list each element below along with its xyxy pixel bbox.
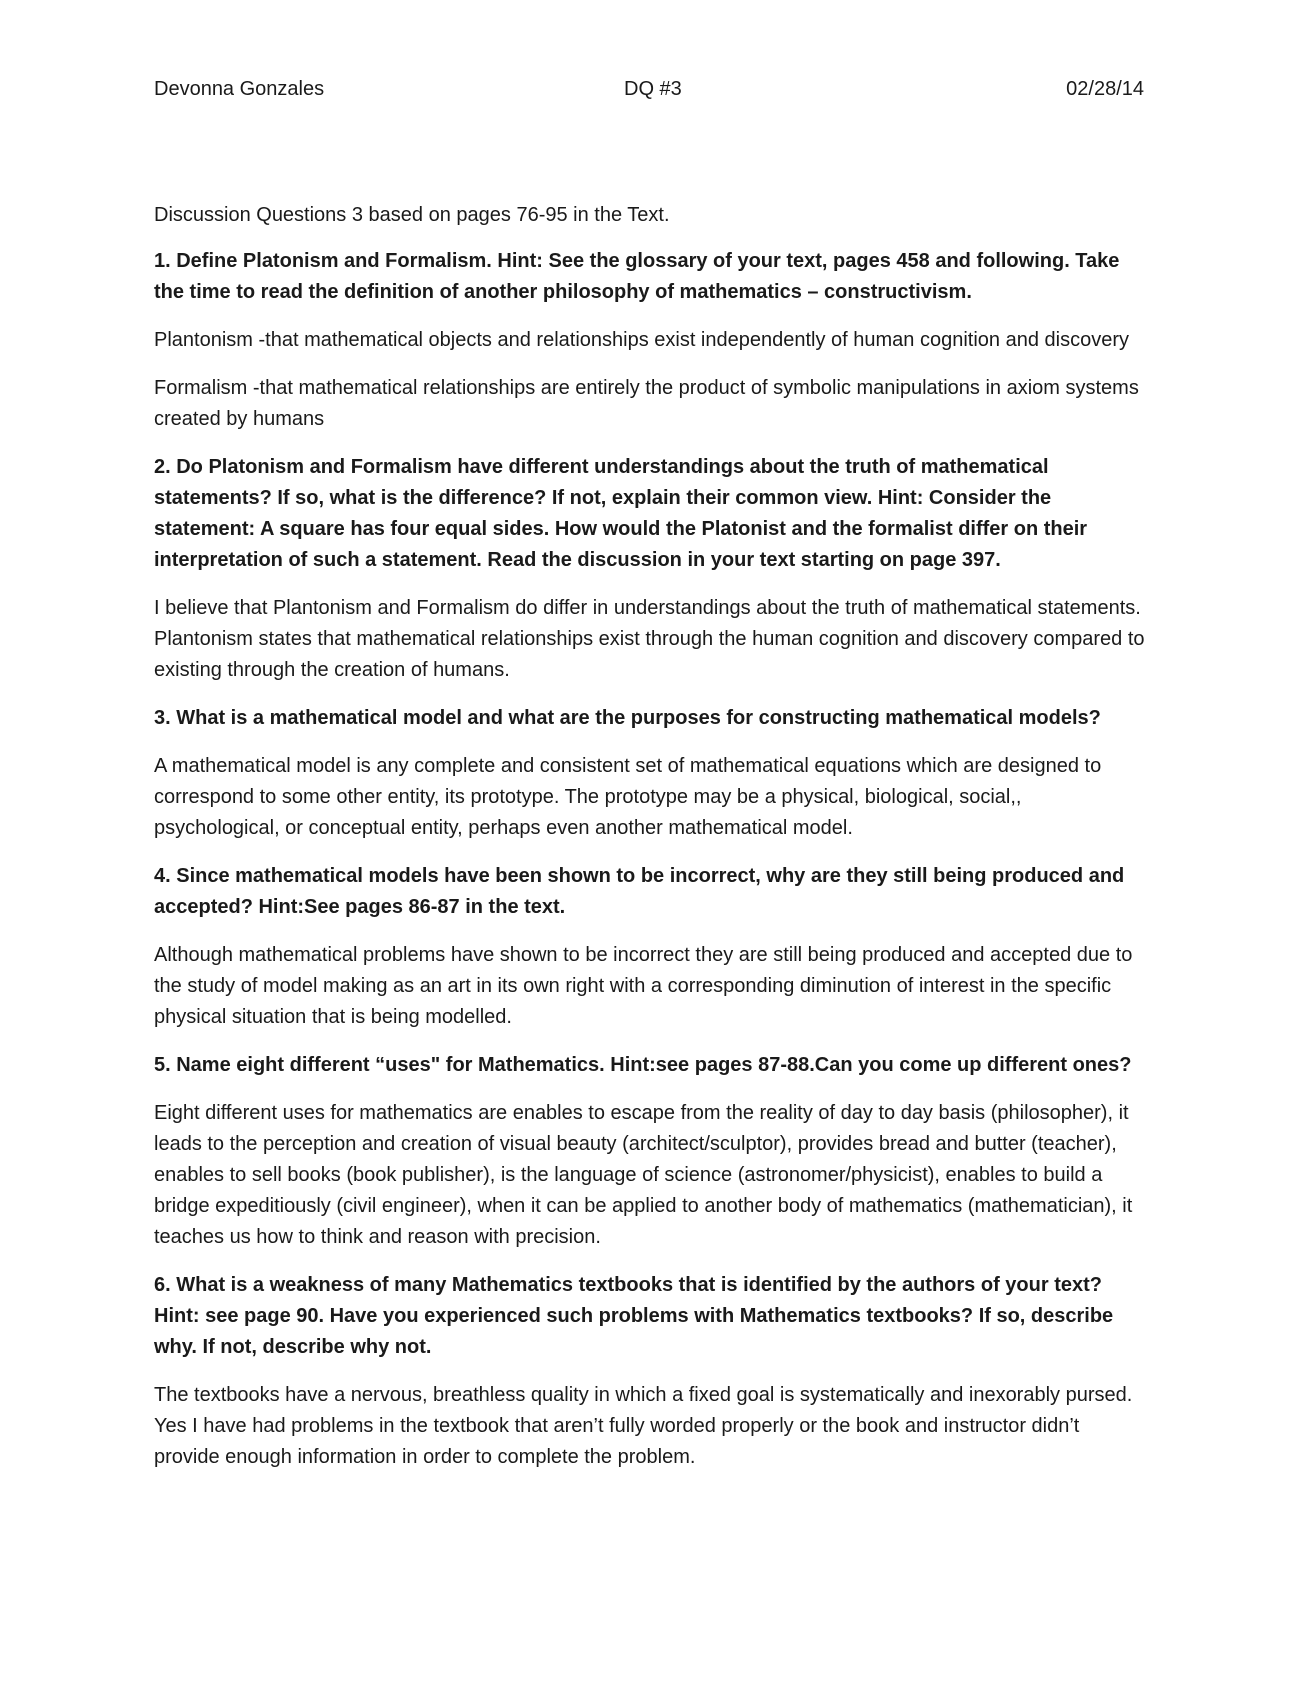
question-3: 3. What is a mathematical model and what are the purposes for constructing mathematical models?: [154, 707, 1101, 729]
document-body: [154, 200, 1149, 1490]
answer-5: Eight different uses for mathematics are enables to escape from the reality of day to day basis (philosopher), it leads to the perception and creation of visual beauty (architect/sculptor), provides bread and butter (teacher), enables to sell books (book publisher), is the language of science (astronomer/physicist), enables to build a bridge expeditiously (civil engineer), when it can be applied to another body of mathematics (mathematician), it teaches us how to think and reason with precision.: [154, 1102, 1133, 1248]
answer-3: A mathematical model is any complete and consistent set of mathematical equations which are designed to correspond to some other entity, its prototype. The prototype may be a physical, biological, social,, psychological, or conceptual entity, perhaps even another mathematical model.: [154, 755, 1102, 839]
header-date: 02/28/14: [1066, 78, 1144, 100]
answer-2: I believe that Plantonism and Formalism do differ in understandings about the truth of mathematical statements. Plantonism states that mathematical relationships exist through the human cognition and discovery compared to existing through the creation of humans.: [154, 597, 1145, 681]
intro-line: Discussion Questions 3 based on pages 76-95 in the Text.: [154, 204, 670, 226]
question-5: 5. Name eight different “uses" for Mathematics. Hint:see pages 87-88.Can you come up different ones?: [154, 1054, 1132, 1076]
answer-6: The textbooks have a nervous, breathless quality in which a fixed goal is systematically and inexorably pursed. Yes I have had problems in the textbook that aren’t fully worded properly or the book and instructor didn’t provide enough information in order to complete the problem.: [154, 1384, 1133, 1468]
question-2: 2. Do Platonism and Formalism have different understandings about the truth of mathematical statements? If so, what is the difference? If not, explain their common view. Hint: Consider the statement: A square has four equal sides. How would the Platonist and the formalist differ on their interpretation of such a statement. Read the discussion in your text starting on page 397.: [154, 456, 1088, 571]
answer-1a: Plantonism -that mathematical objects and relationships exist independently of human cognition and discovery: [154, 329, 1129, 351]
assignment-label: DQ #3: [624, 78, 682, 100]
question-1: 1. Define Platonism and Formalism. Hint: See the glossary of your text, pages 458 and following. Take the time to read the definition of another philosophy of mathematics – constructivism.: [154, 250, 1120, 303]
question-4: 4. Since mathematical models have been shown to be incorrect, why are they still being produced and accepted? Hint:See pages 86-87 in the text.: [154, 865, 1125, 918]
answer-1b: Formalism -that mathematical relationships are entirely the product of symbolic manipulations in axiom systems created by humans: [154, 377, 1139, 430]
question-6: 6. What is a weakness of many Mathematics textbooks that is identified by the authors of your text? Hint: see page 90. Have you experienced such problems with Mathematics textbooks? If so, describe why. If not, describe why not.: [154, 1274, 1114, 1358]
page-header: [154, 78, 1144, 106]
author-name: Devonna Gonzales: [154, 78, 325, 100]
answer-4: Although mathematical problems have shown to be incorrect they are still being produced and accepted due to the study of model making as an art in its own right with a corresponding diminution of interest in the specific physical situation that is being modelled.: [154, 944, 1133, 1028]
